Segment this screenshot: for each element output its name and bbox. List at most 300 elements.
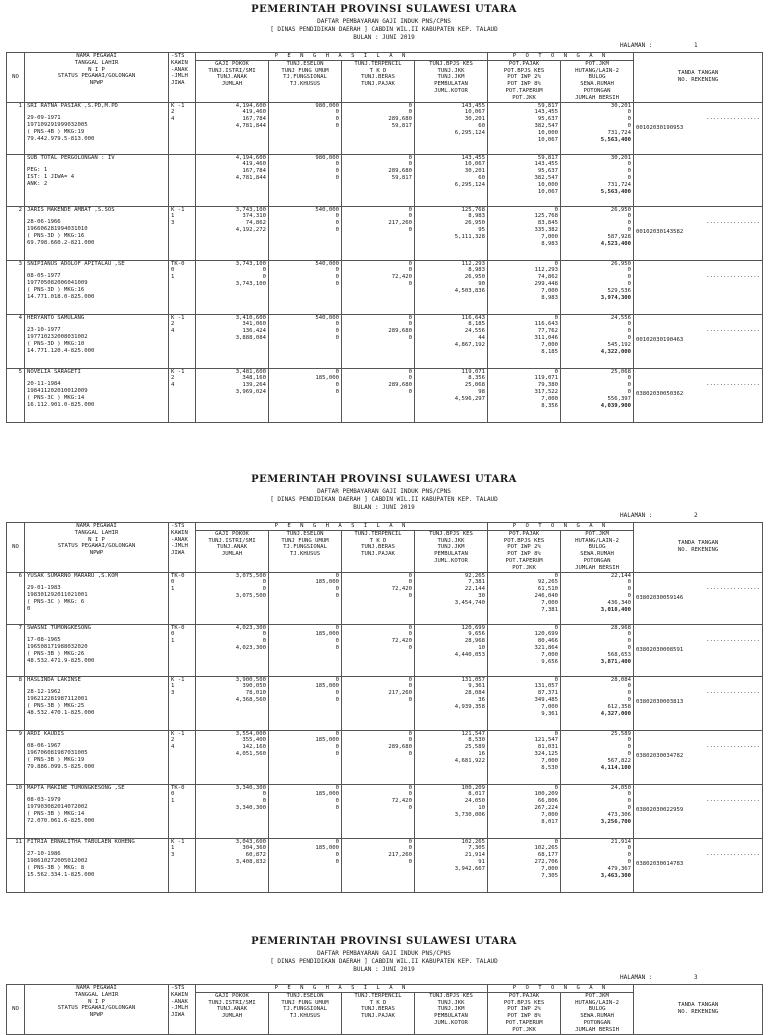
- header-label: JUMLAH BERSIH: [575, 94, 619, 101]
- amount: 0: [627, 334, 632, 341]
- amount: 0: [627, 690, 632, 697]
- header-label: TUNJ FUNG UMUM: [281, 999, 329, 1006]
- amount: 0: [627, 382, 632, 389]
- status-line: 4: [171, 116, 175, 123]
- employee-dob: 08-05-1977: [27, 273, 61, 280]
- page-number-label: HALAMAN :: [620, 512, 653, 519]
- employee-dob: 08-06-1967: [27, 743, 61, 750]
- header-label: JUMLAH: [221, 1013, 243, 1020]
- row-number: 1: [7, 102, 25, 154]
- header-label: POT.JKK: [512, 94, 536, 101]
- amount: 30: [478, 592, 486, 599]
- header-label: STATUS PEGAWAI/GOLONGAN: [57, 1005, 136, 1012]
- page-subtitle: DAFTAR PEMBAYARAN GAJI INDUK PNS/CPNS: [317, 18, 451, 25]
- header-label: SEWA.RUMAH: [580, 81, 614, 88]
- row-number: 6: [7, 572, 25, 624]
- signature-line: ................: [706, 850, 761, 857]
- table-row: [7, 206, 763, 260]
- amount: 321,864: [534, 644, 559, 651]
- employee-npwp: 79.886.099.5-825.000: [27, 763, 95, 770]
- amount: 0: [335, 624, 339, 631]
- employee-info: [25, 206, 169, 260]
- amount: 0: [627, 321, 632, 328]
- status-line: 3: [171, 690, 175, 697]
- amount: 0: [335, 696, 339, 703]
- amount: 22,144: [464, 586, 486, 593]
- allowance-eselon: [269, 624, 342, 676]
- amount: 3,730,006: [454, 811, 486, 818]
- family-status: [169, 314, 196, 368]
- employee-name: SUB TOTAL PERGOLONGAN : IV: [27, 154, 115, 161]
- amount: 0: [554, 314, 559, 321]
- salary-basic: [196, 102, 269, 154]
- amount: 0: [627, 852, 632, 859]
- amount: 100,209: [461, 784, 486, 791]
- amount: 612,358: [607, 703, 632, 710]
- amount: 30,201: [610, 154, 632, 161]
- header-status: [169, 523, 196, 573]
- status-line: TK-0: [171, 260, 185, 267]
- employee-dob: 29-01-1983: [27, 585, 61, 592]
- header-label: T K D: [369, 999, 387, 1006]
- family-status: [169, 102, 196, 154]
- family-status: [169, 624, 196, 676]
- amount: 0: [335, 220, 339, 227]
- amount: 4,194,600: [235, 102, 266, 109]
- status-line: 4: [171, 382, 175, 389]
- amount: 0: [262, 579, 266, 586]
- employee-dob: 08-03-1979: [27, 797, 61, 804]
- amount: 8,983: [541, 294, 559, 301]
- header-label: JIWA: [171, 80, 185, 87]
- net-pay: [561, 784, 634, 838]
- header-label: TUNJ.JKK: [437, 67, 465, 74]
- amount: 10: [478, 804, 486, 811]
- amount: 0: [408, 267, 412, 274]
- amount: 28,968: [464, 638, 486, 645]
- amount: 304,360: [242, 845, 266, 852]
- header-label: POT.JKM: [585, 530, 609, 537]
- amount: 26,950: [464, 220, 486, 227]
- amount: 0: [335, 750, 339, 757]
- amount: 0: [335, 730, 339, 737]
- amount: 0: [408, 631, 412, 638]
- amount: 0: [627, 696, 632, 703]
- employee-nip: 198301292011021001: [27, 592, 88, 599]
- amount: 136,424: [242, 328, 266, 335]
- deductions: [488, 102, 561, 154]
- header-c6: [415, 60, 488, 102]
- amount: 473,306: [607, 811, 632, 818]
- amount: 0: [335, 798, 339, 805]
- amount: 28,968: [610, 624, 632, 631]
- header-c8: [561, 530, 634, 572]
- signature-line: ................: [706, 688, 761, 695]
- amount: 185,000: [315, 579, 339, 586]
- header-label: JUMLAH: [221, 81, 243, 88]
- amount: 0: [627, 579, 632, 586]
- amount: 24,556: [464, 328, 486, 335]
- amount: 0: [335, 858, 339, 865]
- amount: 125,768: [461, 206, 486, 213]
- amount: 0: [262, 791, 266, 798]
- employee-dob: 28-06-1966: [27, 219, 61, 226]
- header-employee: [25, 985, 169, 1035]
- amount: 87,371: [537, 690, 559, 697]
- header-label: TUNJ.ANAK: [216, 544, 248, 551]
- employee-info: [25, 572, 169, 624]
- amount: 25,068: [464, 382, 486, 389]
- header-row: [7, 53, 763, 61]
- status-line: 4: [171, 744, 175, 751]
- status-line: TK-0: [171, 624, 185, 631]
- allowance-other: [342, 676, 415, 730]
- amount: 0: [408, 791, 412, 798]
- amount: 10,067: [464, 109, 486, 116]
- account-number: 00102030190953: [636, 125, 684, 132]
- amount: 74,862: [245, 220, 266, 227]
- allowance-other: [342, 572, 415, 624]
- amount: 7,000: [541, 703, 559, 710]
- amount: 92,265: [537, 579, 559, 586]
- amount: 3,974,300: [600, 294, 632, 301]
- employee-info: [25, 838, 169, 892]
- amount: 0: [408, 592, 412, 599]
- header-employee: [25, 53, 169, 103]
- header-label: TUNJ.ISTRI/SMI: [208, 537, 256, 544]
- amount: 79,380: [537, 382, 559, 389]
- header-label: POT IWP 2%: [507, 74, 541, 81]
- amount: 0: [262, 631, 266, 638]
- header-label: TUNJ.BERAS: [361, 544, 395, 551]
- header-label: TUNJ.ESELON: [286, 992, 324, 999]
- employee-dob: PEG: 1: [27, 167, 48, 174]
- table-row: [7, 838, 763, 892]
- gross-total: [415, 314, 488, 368]
- amount: 7,305: [468, 845, 486, 852]
- employee-status: ( PNS-3C ) MKG:14: [27, 394, 85, 401]
- header-label: POT.JKM: [585, 60, 609, 67]
- amount: 0: [262, 267, 266, 274]
- deductions: [488, 206, 561, 260]
- employee-name: YUSAK SUMARNO MARARU ,S.KOM: [27, 572, 118, 579]
- amount: 143,455: [534, 109, 559, 116]
- amount: 0: [408, 109, 412, 116]
- header-label: POT.BPJS KES: [503, 537, 545, 544]
- amount: 0: [335, 676, 339, 683]
- amount: 3,454,740: [454, 599, 486, 606]
- amount: 8,356: [541, 402, 559, 409]
- header-label: TUNJ.ISTRI/SMI: [208, 67, 256, 74]
- employee-name: NOVELIA SARAGETI: [27, 368, 81, 375]
- amount: 0: [627, 161, 632, 168]
- salary-basic: [196, 206, 269, 260]
- status-line: K -1: [171, 102, 185, 109]
- header-label: POT IWP 2%: [507, 1006, 541, 1013]
- amount: 289,680: [388, 382, 412, 389]
- amount: 8,530: [541, 764, 559, 771]
- salary-basic: [196, 838, 269, 892]
- family-status: [169, 154, 196, 206]
- employee-info: [25, 368, 169, 422]
- amount: 267,224: [534, 804, 559, 811]
- amount: 30,201: [610, 102, 632, 109]
- amount: 540,000: [315, 206, 339, 213]
- payroll-table: [6, 522, 763, 893]
- employee-status: ( PNS-3D ) MKG:16: [27, 286, 85, 293]
- amount: 8,983: [468, 267, 486, 274]
- amount: 0: [627, 845, 632, 852]
- header-label: NO. REKENING: [677, 1009, 719, 1016]
- amount: 10,067: [464, 161, 486, 168]
- amount: 121,547: [534, 737, 559, 744]
- amount: 185,000: [315, 791, 339, 798]
- amount: 0: [408, 624, 412, 631]
- row-number: 7: [7, 624, 25, 676]
- header-label: GAJI POKOK: [215, 992, 249, 999]
- family-status: [169, 676, 196, 730]
- header-employee: [25, 523, 169, 573]
- amount: 72,420: [391, 586, 412, 593]
- header-label: TUNJ.JKM: [437, 74, 465, 81]
- amount: 185,000: [315, 375, 339, 382]
- amount: 91: [478, 858, 486, 865]
- amount: 139,264: [242, 382, 266, 389]
- amount: 3,554,000: [235, 730, 266, 737]
- amount: 30,201: [464, 168, 486, 175]
- amount: 0: [627, 116, 632, 123]
- amount: 0: [408, 845, 412, 852]
- amount: 545,192: [607, 341, 632, 348]
- amount: 0: [627, 683, 632, 690]
- amount: 116,643: [461, 314, 486, 321]
- employee-name: JARIS MAKENDE AMBAT ,S.SOS: [27, 206, 115, 213]
- amount: 0: [408, 260, 412, 267]
- family-status: [169, 730, 196, 784]
- amount: 7,305: [541, 872, 559, 879]
- amount: 390,050: [242, 683, 266, 690]
- header-penghasilan: P E N G H A S I L A N: [196, 523, 488, 531]
- header-c4: [269, 530, 342, 572]
- header-label: TUNJ.ANAK: [216, 1006, 248, 1013]
- amount: 0: [627, 638, 632, 645]
- amount: 289,680: [388, 116, 412, 123]
- row-number: [7, 154, 25, 206]
- family-status: [169, 206, 196, 260]
- employee-npwp: 48.532.470.1-825.000: [27, 709, 95, 716]
- signature-line: ................: [706, 584, 761, 591]
- salary-basic: [196, 624, 269, 676]
- allowance-other: [342, 260, 415, 314]
- gross-total: [415, 154, 488, 206]
- header-label: KAWIN: [171, 991, 188, 998]
- salary-basic: [196, 368, 269, 422]
- employee-status: ANK: 2: [27, 180, 48, 187]
- amount: 120,699: [534, 631, 559, 638]
- allowance-other: [342, 206, 415, 260]
- amount: 0: [335, 161, 339, 168]
- salary-basic: [196, 676, 269, 730]
- amount: 568,653: [607, 651, 632, 658]
- amount: 0: [627, 328, 632, 335]
- amount: 7,381: [468, 579, 486, 586]
- header-label: TUNJ.BPJS KES: [429, 530, 473, 537]
- header-status: [169, 53, 196, 103]
- allowance-other: [342, 154, 415, 206]
- amount: 3,743,100: [235, 260, 266, 267]
- amount: 24,050: [610, 784, 632, 791]
- amount: 59,817: [391, 174, 412, 181]
- header-penghasilan: P E N G H A S I L A N: [196, 53, 488, 61]
- amount: 22,144: [610, 572, 632, 579]
- header-label: POT.JKK: [512, 564, 536, 571]
- header-label: SEWA.RUMAH: [580, 551, 614, 558]
- amount: 0: [408, 314, 412, 321]
- signature-account: [634, 730, 763, 784]
- page-number: 3: [694, 974, 698, 981]
- amount: 3,340,300: [235, 784, 266, 791]
- signature-account: [634, 572, 763, 624]
- amount: 25,068: [610, 368, 632, 375]
- amount: 10,067: [537, 136, 559, 143]
- amount: 0: [335, 804, 339, 811]
- amount: 0: [408, 676, 412, 683]
- header-label: JUMLAH BERSIH: [575, 564, 619, 571]
- row-number: 2: [7, 206, 25, 260]
- amount: 7,381: [541, 606, 559, 613]
- amount: 0: [408, 858, 412, 865]
- signature-account: [634, 624, 763, 676]
- employee-info: [25, 730, 169, 784]
- amount: 10: [478, 644, 486, 651]
- amount: 8,185: [468, 321, 486, 328]
- signature-account: [634, 102, 763, 154]
- gross-total: [415, 260, 488, 314]
- amount: 143,455: [461, 154, 486, 161]
- amount: 143,455: [461, 102, 486, 109]
- amount: 382,547: [534, 122, 559, 129]
- deductions: [488, 154, 561, 206]
- signature-line: ................: [706, 326, 761, 333]
- amount: 6,295,124: [454, 129, 486, 136]
- amount: 0: [408, 388, 412, 395]
- amount: 95,637: [537, 116, 559, 123]
- amount: 217,260: [388, 690, 412, 697]
- amount: 0: [408, 572, 412, 579]
- deductions: [488, 572, 561, 624]
- amount: 0: [627, 804, 632, 811]
- amount: 25,589: [610, 730, 632, 737]
- amount: 0: [335, 784, 339, 791]
- amount: 0: [335, 368, 339, 375]
- amount: 4,867,192: [454, 341, 486, 348]
- amount: 0: [408, 154, 412, 161]
- amount: 0: [627, 274, 632, 281]
- amount: 0: [408, 226, 412, 233]
- amount: 185,000: [315, 737, 339, 744]
- deductions: [488, 624, 561, 676]
- amount: 78,010: [245, 690, 266, 697]
- header-label: POT.BPJS KES: [503, 67, 545, 74]
- amount: 3,043,600: [235, 838, 266, 845]
- amount: 26,950: [610, 260, 632, 267]
- table-row: [7, 260, 763, 314]
- row-number: 11: [7, 838, 25, 892]
- header-signature: [634, 53, 763, 103]
- header-label: TANDA TANGAN: [677, 70, 719, 77]
- employee-nip: 196508171988032020: [27, 644, 88, 651]
- employee-name: MAPTA MAKINE TUMONGKESONG ,SE: [27, 784, 125, 791]
- page-title: PEMERINTAH PROVINSI SULAWESI UTARA: [251, 4, 517, 15]
- header-label: TANGGAL LAHIR: [74, 991, 119, 998]
- employee-npwp: 0: [27, 605, 31, 612]
- deductions: [488, 314, 561, 368]
- amount: 0: [408, 334, 412, 341]
- amount: 4,194,600: [235, 154, 266, 161]
- header-label: TUNJ.ESELON: [286, 60, 324, 67]
- status-line: 1: [171, 274, 175, 281]
- header-label: N I P: [88, 66, 105, 73]
- amount: 341,060: [242, 321, 266, 328]
- amount: 21,914: [464, 852, 486, 859]
- header-label: POT.PAJAK: [508, 60, 540, 67]
- amount: 0: [554, 368, 559, 375]
- family-status: [169, 572, 196, 624]
- amount: 119,071: [534, 375, 559, 382]
- employee-info: [25, 314, 169, 368]
- header-no: NO: [7, 53, 25, 103]
- status-line: 1: [171, 683, 175, 690]
- status-line: 2: [171, 737, 175, 744]
- status-line: K -1: [171, 368, 185, 375]
- employee-name: SNIPIANUS ADOLOF APITALAU ,SE: [27, 260, 125, 267]
- amount: 0: [335, 644, 339, 651]
- amount: 8,983: [468, 213, 486, 220]
- header-label: JIWA: [171, 1012, 185, 1019]
- employee-nip: 196212281987112001: [27, 696, 88, 703]
- header-label: PEMBULATAN: [434, 81, 468, 88]
- allowance-eselon: [269, 572, 342, 624]
- header-label: TUNJ.BPJS KES: [429, 60, 473, 67]
- page-number-label: HALAMAN :: [620, 42, 653, 49]
- amount: 6,295,124: [454, 181, 486, 188]
- amount: 311,046: [534, 334, 559, 341]
- status-line: 2: [171, 321, 175, 328]
- employee-npwp: 14.771.120.4-825.000: [27, 347, 95, 354]
- amount: 3,888,084: [235, 334, 266, 341]
- gross-total: [415, 838, 488, 892]
- amount: 28,084: [464, 690, 486, 697]
- header-label: POT.TAPERUM: [505, 87, 543, 94]
- header-label: TUNJ.JKM: [437, 544, 465, 551]
- status-line: 3: [171, 220, 175, 227]
- header-label: POT.PAJAK: [508, 530, 540, 537]
- amount: 3,408,832: [235, 858, 266, 865]
- amount: 36: [478, 696, 486, 703]
- amount: 7,000: [541, 395, 559, 402]
- header-label: BULOG: [588, 544, 606, 551]
- header-c6: [415, 530, 488, 572]
- allowance-eselon: [269, 102, 342, 154]
- amount: 217,260: [388, 852, 412, 859]
- amount: 116,643: [534, 321, 559, 328]
- header-c7: [488, 992, 561, 1034]
- allowance-other: [342, 624, 415, 676]
- amount: 7,000: [541, 865, 559, 872]
- header-c8: [561, 60, 634, 102]
- amount: 3,340,300: [235, 804, 266, 811]
- amount: 0: [408, 161, 412, 168]
